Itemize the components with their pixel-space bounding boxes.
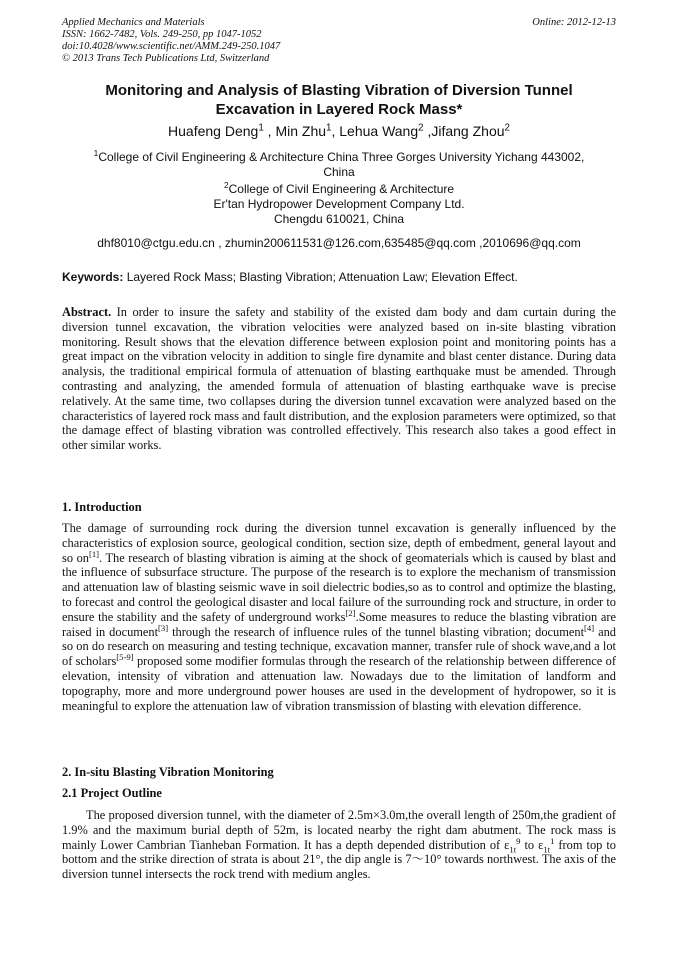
text-run: from top to bottom and the strike direction of strata is about 21°, the dip angle is 7～10° towards northwest. The axis of the diversion tunnel intersects the rock trend with medium angles. — [62, 837, 616, 882]
abstract-label: Abstract. — [62, 305, 112, 319]
citation[interactable]: [4] — [584, 622, 595, 633]
text-run: and so on do research on measuring and testing technique, excavation manner, transfer rule of shock wave,and a lot of scholars — [62, 624, 616, 669]
author-affil-mark: 1 — [258, 122, 264, 134]
section-heading: 2. In-situ Blasting Vibration Monitoring — [62, 765, 274, 779]
subscript: 1t — [543, 844, 551, 855]
project-outline-paragraph — [62, 808, 616, 882]
affil-line: College of Civil Engineering & Architecture China Three Gorges University Yichang 443002, — [98, 150, 585, 164]
text-run: The damage of surrounding rock during the diversion tunnel excavation is generally influenced by the characteristics of explosion source, geological condition, section size, depth of embedment, general layout and so on — [62, 521, 616, 565]
text-run: through the research of influence rules of the tunnel blasting vibration; document — [168, 624, 585, 639]
citation[interactable]: [5-9] — [116, 652, 134, 663]
affiliation-1 — [60, 150, 618, 180]
keywords-text: Layered Rock Mass; Blasting Vibration; Attenuation Law; Elevation Effect. — [126, 270, 518, 284]
subsection-heading: 2.1 Project Outline — [62, 786, 162, 800]
affil-line: College of Civil Engineering & Architecture — [228, 182, 455, 196]
title-line-2: Excavation in Layered Rock Mass* — [215, 101, 463, 118]
journal-name: Applied Mechanics and Materials — [62, 17, 205, 28]
section-heading: 1. Introduction — [62, 500, 142, 514]
author-separator: , — [331, 123, 340, 139]
author-name: Lehua Wang — [339, 123, 419, 139]
doi-line: doi:10.4028/www.scientific.net/AMM.249-250.1047 — [62, 41, 281, 52]
affil-mark: 2 — [223, 180, 229, 190]
paper-title — [60, 81, 618, 119]
author-separator: , — [423, 123, 432, 139]
affil-line: Chengdu 610021, China — [273, 212, 405, 226]
text-run: The proposed diversion tunnel, with the diameter of 2.5m×3.0m,the overall length of 250m,the gradient of 1.9% and the maximum burial depth of 52m, is located nearby the right dam abutment. The rock mass is mainly Lower Cambrian Tianheban Formation. It has a depth depended distribution of ε — [62, 808, 616, 852]
author-emails[interactable]: dhf8010@ctgu.edu.cn , zhumin200611531@126.com,635485@qq.com ,2010696@qq.com — [97, 236, 581, 250]
keywords-label: Keywords: — [62, 270, 124, 284]
citation[interactable]: [1] — [88, 548, 100, 559]
affil-mark: 1 — [93, 148, 99, 158]
superscript: 9 — [516, 835, 521, 846]
author-separator: , — [263, 123, 276, 139]
online-date: Online: 2012-12-13 — [532, 17, 616, 28]
subscript: 1t — [509, 844, 517, 855]
author-name: Huafeng Deng — [168, 123, 259, 139]
author-name: Min Zhu — [275, 123, 327, 139]
copyright-line: © 2013 Trans Tech Publications Ltd, Switzerland — [62, 53, 270, 64]
citation[interactable]: [3] — [158, 622, 169, 633]
issn-line: ISSN: 1662-7482, Vols. 249-250, pp 1047-1052 — [62, 29, 262, 40]
introduction-paragraph — [62, 521, 616, 713]
citation[interactable]: [2] — [345, 607, 356, 618]
keywords — [62, 270, 616, 284]
author-list — [60, 123, 618, 139]
affil-line: China — [323, 165, 355, 179]
affiliation-2 — [60, 182, 618, 227]
author-affil-mark: 2 — [418, 122, 424, 134]
text-run: . The research of blasting vibration is aiming at the shock of geomaterials which is caused by blast and the influence of subsurface structure. The purpose of the research is to explore the mechanism of transmission and attenuation law of blasting seismic wave in soil dielectric bodies,so as to control and optimize the blasting, to forecast and control the geological disaster and local failure of the surrounding rock and structure, in order to ensure the stability and the safety of underground works — [62, 550, 616, 624]
abstract-text: In order to insure the safety and stability of the existed dam body and dam curtain during the diversion tunnel excavation, the vibration velocities were analyzed based on in-site blasting vibration monitoring. Result shows that the elevation difference between explosion point and monitoring points has a great impact on the vibration velocity in addition to single fire dynamite and blast center distance. During data analysis, the traditional empirical formula of attenuation of blasting earthquake must be amended. Through contrasting and analyzing, the amended formula of attenuation of blasting earthquake wave is precise relatively. At the same time, two collapses during the diversion tunnel excavation were analyzed based on the characteristics of layered rock mass and fault distribution, and the explosion parameters were optimized, so that the damage effect of blasting vibration was controlled effectively. This research also takes a good effect in other similar works. — [62, 305, 616, 453]
text-run: .Some measures to reduce the blasting vibration are raised in document — [62, 609, 616, 639]
author-name: Jifang Zhou — [431, 123, 505, 139]
abstract — [62, 305, 616, 453]
author-affil-mark: 2 — [504, 122, 510, 134]
affil-line: Er'tan Hydropower Development Company Ltd. — [213, 197, 465, 211]
superscript: 1 — [550, 835, 555, 846]
text-run: proposed some modifier formulas through the research of the relationship between difference of elevation, intensity of vibration and attenuation law. Nowadays due to the limitation of landform and topography, more and more underground power houses are used in the development of hydropower, so it is meaningful to explore the attenuation law of vibration transmission of blasting with elevation difference. — [62, 654, 616, 713]
text-run: to ε — [520, 837, 544, 852]
author-affil-mark: 1 — [326, 122, 332, 134]
title-line-1: Monitoring and Analysis of Blasting Vibration of Diversion Tunnel — [105, 82, 573, 99]
running-header — [62, 17, 280, 65]
